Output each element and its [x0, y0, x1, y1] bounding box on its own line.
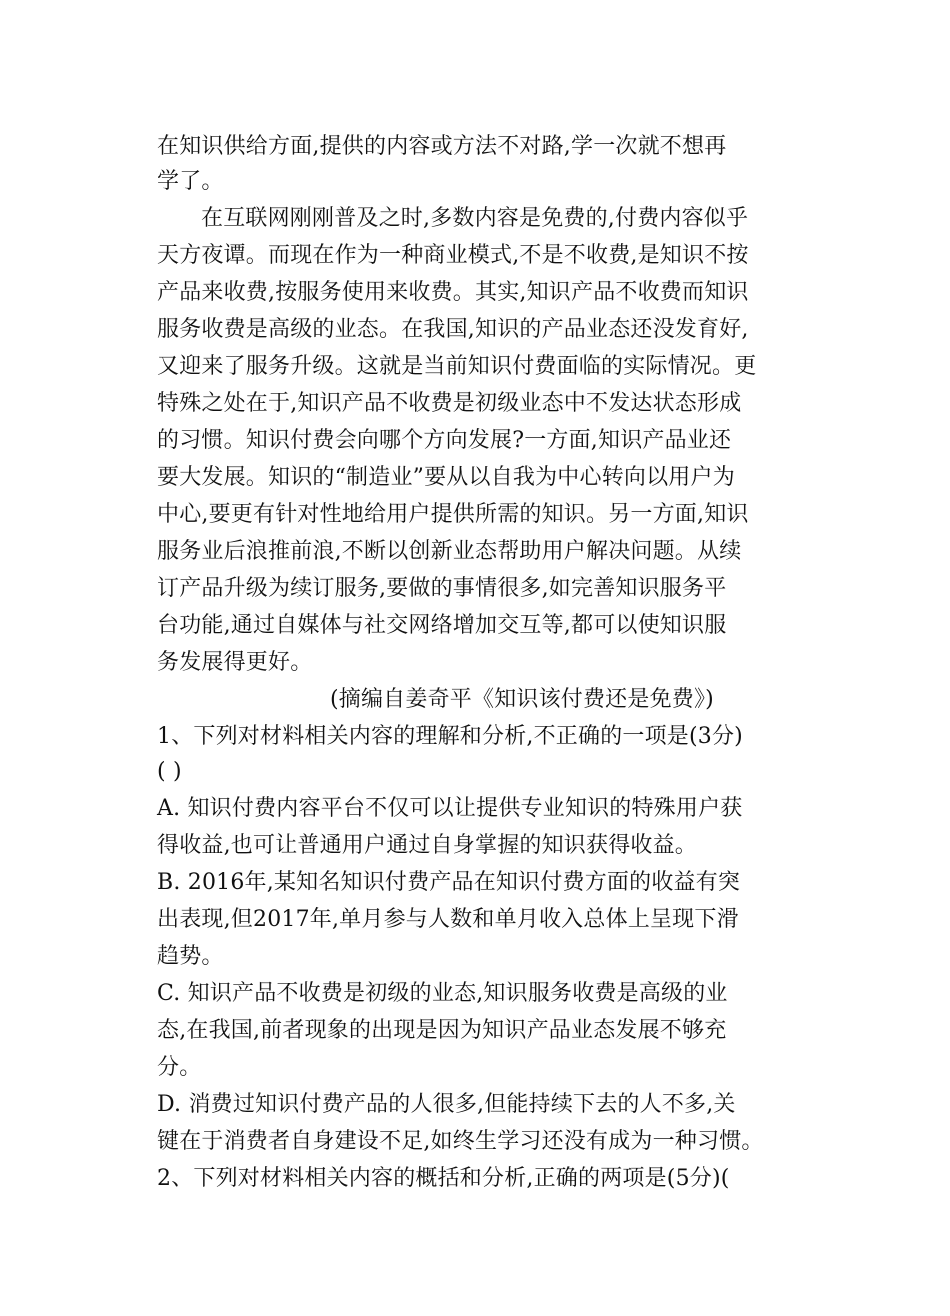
question-2-stem: 2、下列对材料相关内容的概括和分析,正确的两项是(5分)( — [157, 1166, 730, 1191]
paragraph-line: 务发展得更好。 — [157, 650, 313, 675]
option-b: 出表现,但2017年,单月参与人数和单月收入总体上呈现下滑 — [157, 907, 739, 932]
paragraph-line: 服务收费是高级的业态。在我国,知识的产品业态还没发育好, — [157, 317, 749, 342]
option-d: D. 消费过知识付费产品的人很多,但能持续下去的人不多,关 — [157, 1092, 736, 1117]
question-1-stem: 1、下列对材料相关内容的理解和分析,不正确的一项是(3分) — [157, 724, 743, 749]
paragraph-line: 台功能,通过自媒体与社交网络增加交互等,都可以使知识服 — [157, 613, 727, 638]
option-a: 得收益,也可让普通用户通过自身掌握的知识获得收益。 — [157, 833, 697, 858]
option-c: 态,在我国,前者现象的出现是因为知识产品业态发展不够充 — [157, 1018, 727, 1043]
paragraph-line: 产品来收费,按服务使用来收费。其实,知识产品不收费而知识 — [157, 280, 749, 305]
option-c: C. 知识产品不收费是初级的业态,知识服务收费是高级的业 — [157, 981, 728, 1006]
question-1-answer-blank: ( ) — [157, 759, 182, 784]
paragraph-line: 在知识供给方面,提供的内容或方法不对路,学一次就不想再 — [157, 134, 727, 159]
source-citation: (摘编自姜奇平《知识该付费还是免费》) — [330, 687, 714, 712]
option-c: 分。 — [157, 1055, 202, 1080]
paragraph-line: 中心,要更有针对性地给用户提供所需的知识。另一方面,知识 — [157, 502, 749, 527]
option-d: 键在于消费者自身建设不足,如终生学习还没有成为一种习惯。 — [157, 1129, 764, 1154]
paragraph-line: 的习惯。知识付费会向哪个方向发展?一方面,知识产品业还 — [157, 428, 732, 453]
paragraph-line: 学了。 — [157, 169, 224, 194]
option-a: A. 知识付费内容平台不仅可以让提供专业知识的特殊用户获 — [157, 796, 743, 821]
paragraph-line: 订产品升级为续订服务,要做的事情很多,如完善知识服务平 — [157, 576, 727, 601]
paragraph-line: 又迎来了服务升级。这就是当前知识付费面临的实际情况。更 — [157, 354, 757, 379]
option-b: B. 2016年,某知名知识付费产品在知识付费方面的收益有突 — [157, 870, 741, 895]
paragraph-line: 天方夜谭。而现在作为一种商业模式,不是不收费,是知识不按 — [157, 243, 749, 268]
paragraph-line: 特殊之处在于,知识产品不收费是初级业态中不发达状态形成 — [157, 391, 742, 416]
paragraph-line: 要大发展。知识的“制造业”要从以自我为中心转向以用户为 — [157, 465, 735, 490]
paragraph-line: 服务业后浪推前浪,不断以创新业态帮助用户解决问题。从续 — [157, 539, 742, 564]
option-b: 趋势。 — [157, 944, 224, 969]
paragraph-line: 在互联网刚刚普及之时,多数内容是免费的,付费内容似乎 — [201, 206, 749, 231]
